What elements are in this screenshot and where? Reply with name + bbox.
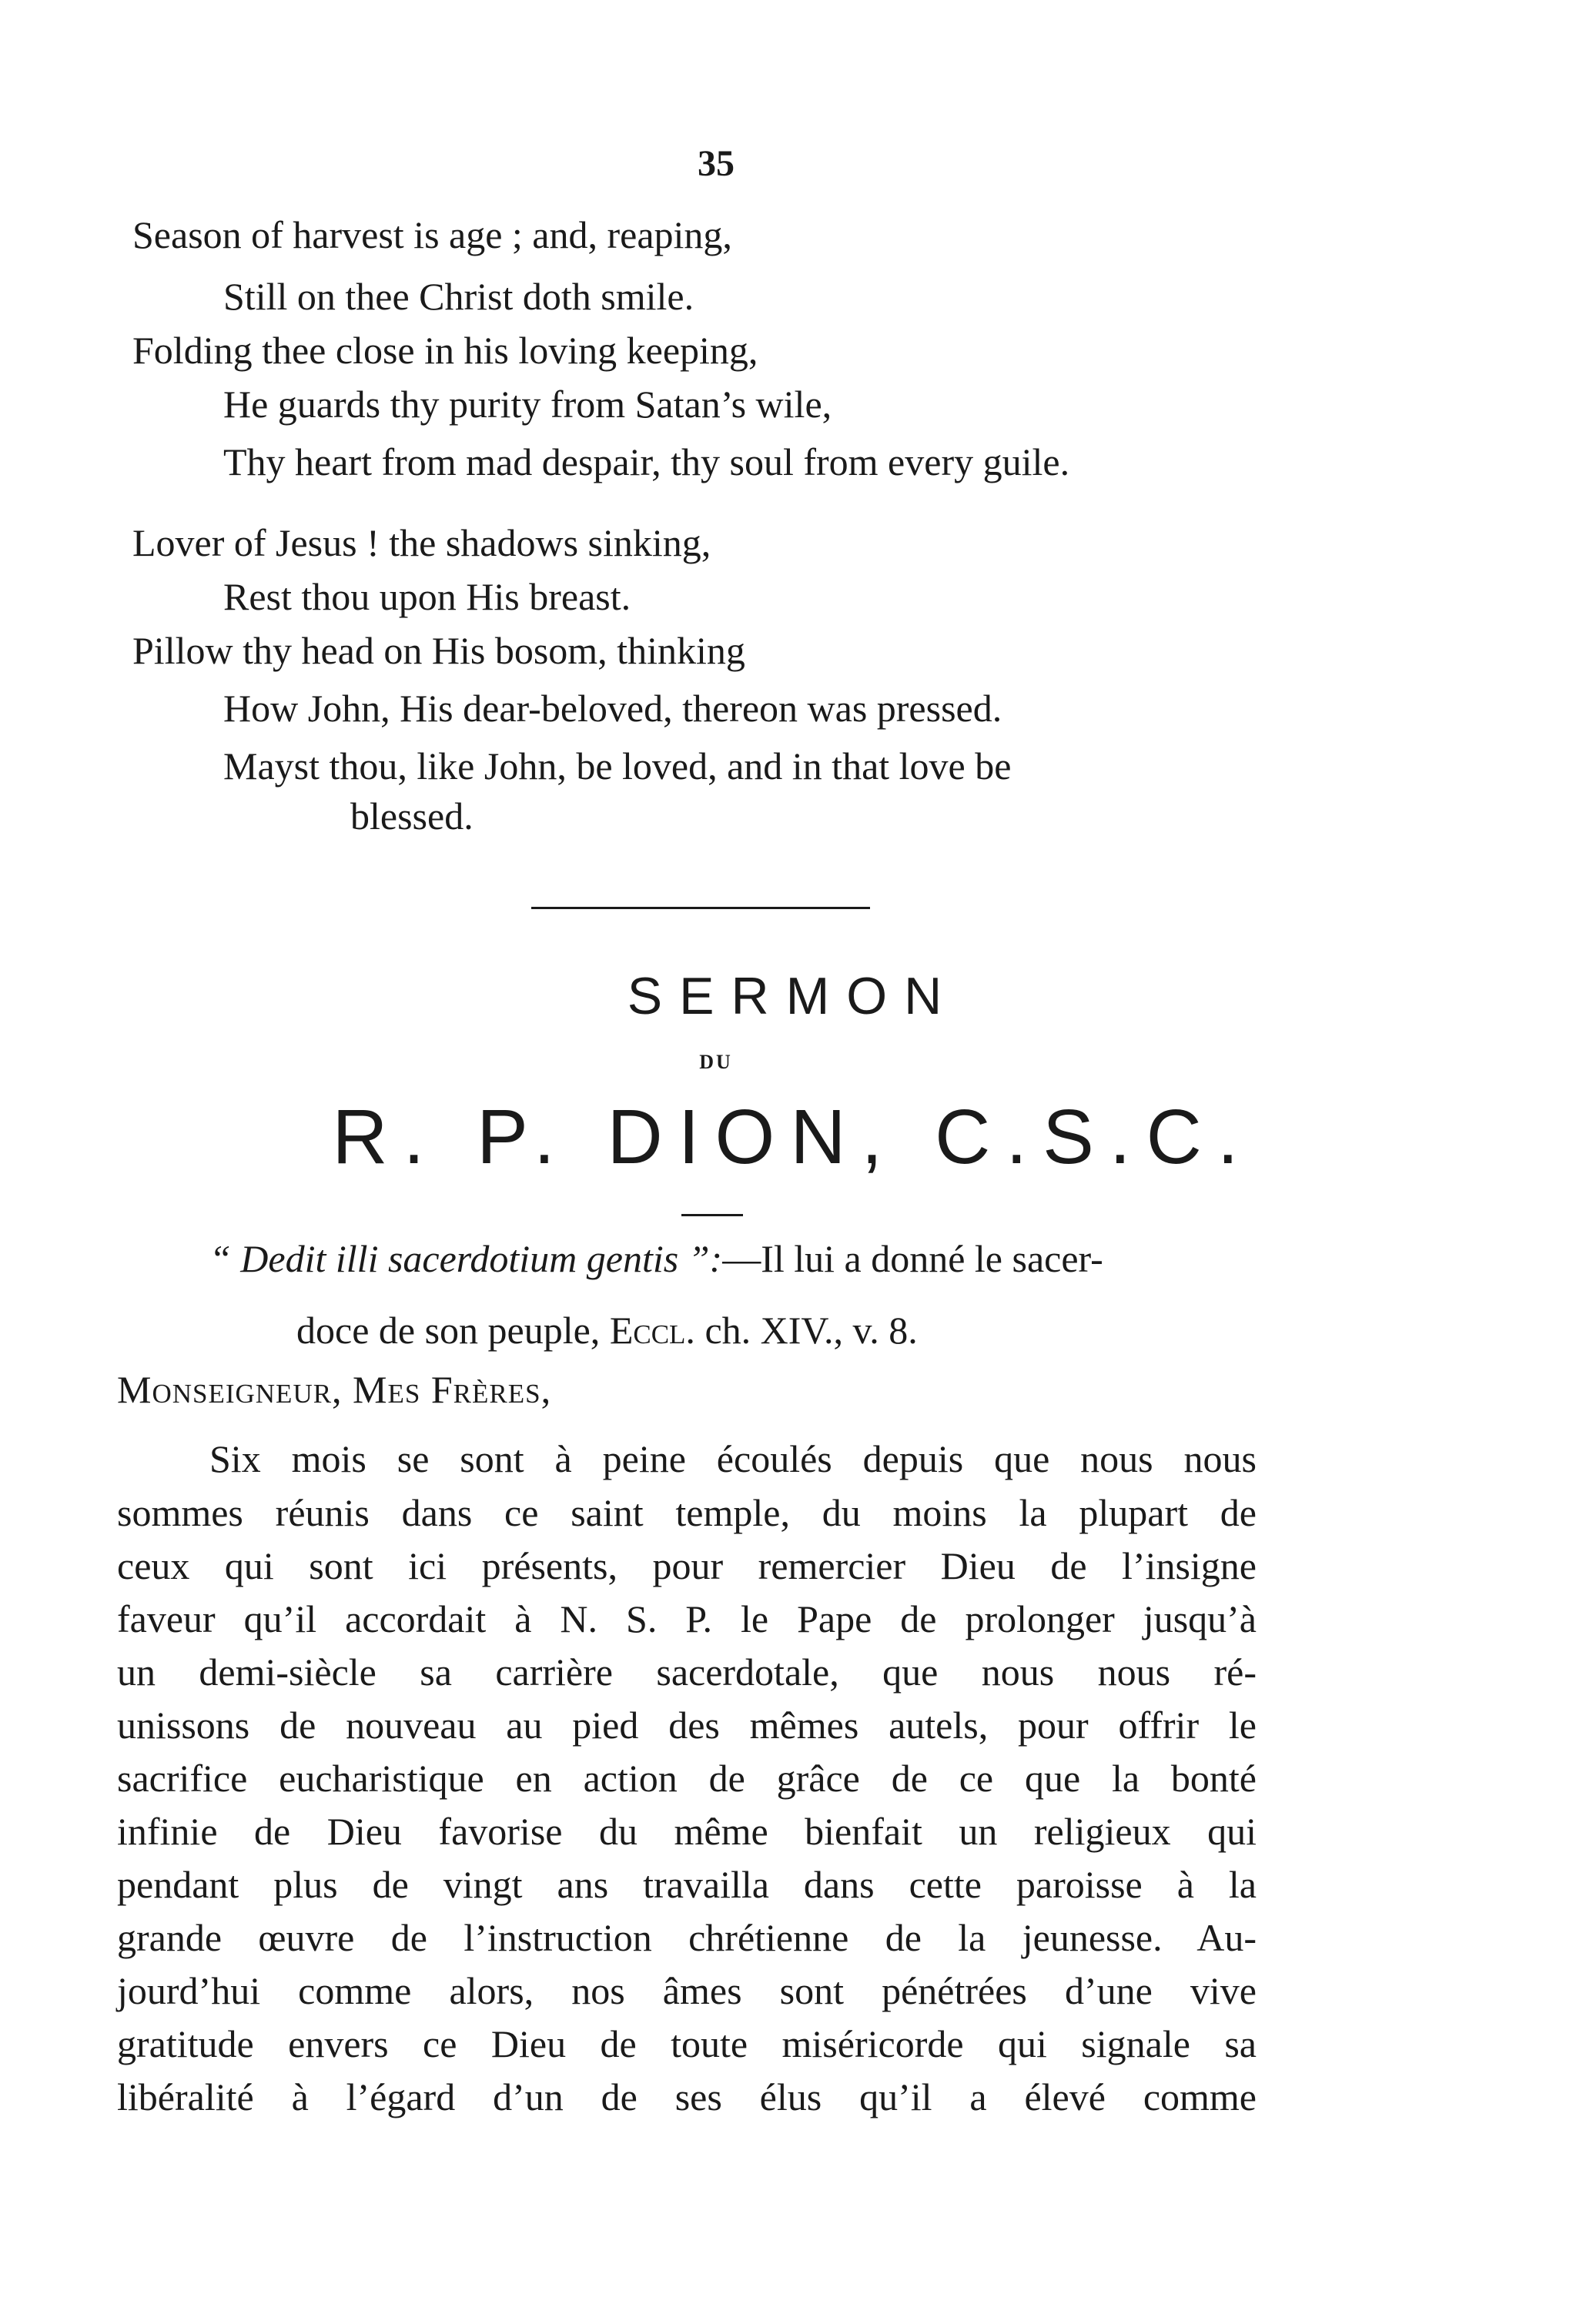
body-line: unissons de nouveau au pied des mêmes autels, pour offrir le — [117, 1704, 1257, 1747]
poem-line: Mayst thou, like John, be loved, and in that love be — [223, 744, 1012, 787]
epigraph-french: —Il lui a donné le sacer- — [722, 1237, 1103, 1280]
body-line: ceux qui sont ici présents, pour remercier Dieu de l’insigne — [117, 1544, 1257, 1587]
poem-line: blessed. — [350, 794, 474, 838]
section-divider — [531, 907, 870, 909]
page-number: 35 — [698, 143, 735, 184]
poem-line: How John, His dear-beloved, thereon was pressed. — [223, 687, 1002, 730]
epigraph-reference-book: Eccl. — [609, 1309, 695, 1352]
poem-line: Folding thee close in his loving keeping, — [132, 329, 758, 372]
epigraph-reference: ch. XIV., v. 8. — [694, 1309, 918, 1352]
epigraph-line-1 — [209, 1236, 1103, 1282]
epigraph-line-2 — [296, 1307, 918, 1353]
short-divider — [681, 1214, 743, 1216]
title-connector: DU — [699, 1051, 733, 1073]
body-line: jourd’hui comme alors, nos âmes sont pénétrées d’une vive — [117, 1969, 1257, 2012]
body-line: pendant plus de vingt ans travailla dans cette paroisse à la — [117, 1863, 1257, 1906]
body-line: faveur qu’il accordait à N. S. P. le Pape de prolonger jusqu’à — [117, 1597, 1257, 1640]
poem-line: Lover of Jesus ! the shadows sinking, — [132, 521, 711, 564]
preacher-name: R. P. DION, C.S.C. — [332, 1094, 1254, 1180]
body-line: Six mois se sont à peine écoulés depuis que nous nous — [209, 1437, 1257, 1480]
poem-line: He guards thy purity from Satan’s wile, — [223, 383, 832, 426]
body-line: libéralité à l’égard d’un de ses élus qu’il a élevé comme — [117, 2075, 1257, 2118]
salutation: Monseigneur, Mes Frères, — [117, 1368, 552, 1411]
poem-line: Still on thee Christ doth smile. — [223, 275, 694, 318]
body-line: infinie de Dieu favorise du même bienfait un religieux qui — [117, 1810, 1257, 1853]
body-line: gratitude envers ce Dieu de toute miséricorde qui signale sa — [117, 2022, 1257, 2065]
body-line: un demi-siècle sa carrière sacerdotale, que nous nous ré- — [117, 1650, 1257, 1694]
poem-line: Rest thou upon His breast. — [223, 575, 631, 618]
poem-line: Thy heart from mad despair, thy soul from every guile. — [223, 440, 1070, 483]
body-line: sacrifice eucharistique en action de grâce de ce que la bonté — [117, 1757, 1257, 1800]
poem-line: Pillow thy head on His bosom, thinking — [132, 629, 745, 672]
body-line: grande œuvre de l’instruction chrétienne de la jeunesse. Au- — [117, 1916, 1257, 1959]
sermon-title: SERMON — [627, 967, 959, 1025]
epigraph-latin: “ Dedit illi sacerdotium gentis ”: — [209, 1237, 723, 1280]
poem-line: Season of harvest is age ; and, reaping, — [132, 213, 732, 256]
epigraph-french-cont: doce de son peuple, — [296, 1309, 610, 1352]
body-line: sommes réunis dans ce saint temple, du moins la plupart de — [117, 1491, 1257, 1534]
